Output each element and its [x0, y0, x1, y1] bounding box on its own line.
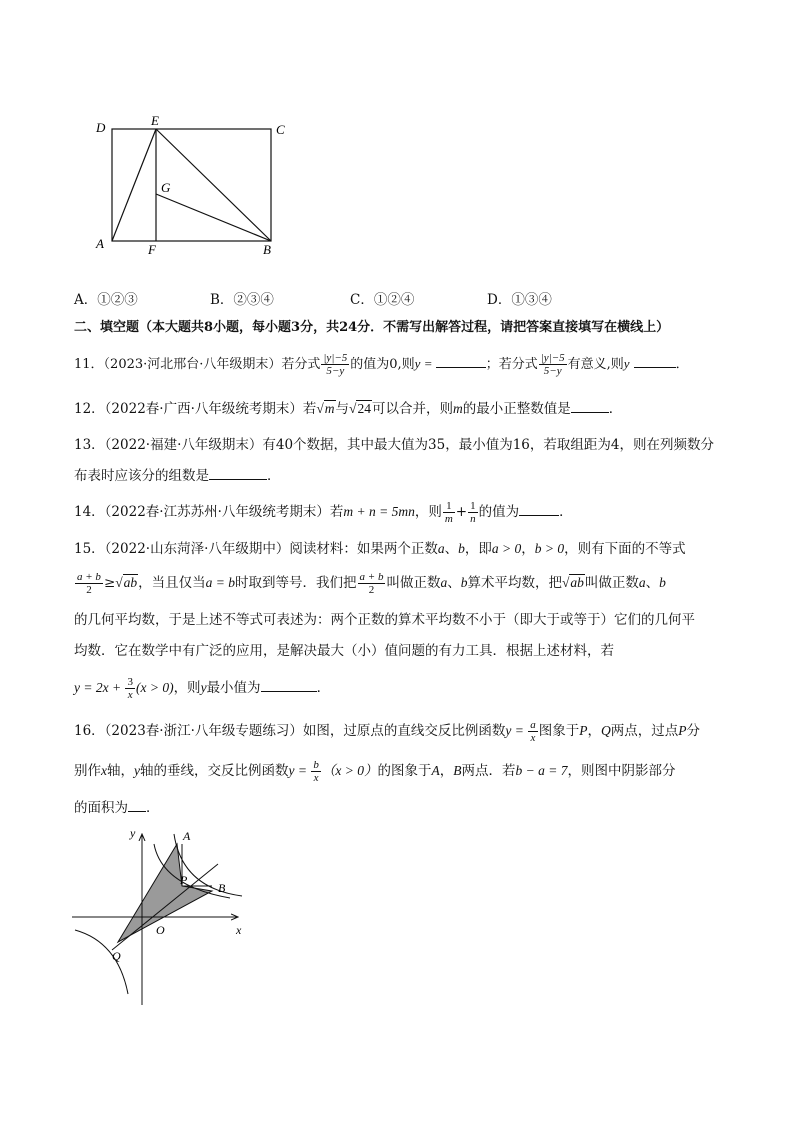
q16-l2-e: 两点．若	[461, 763, 516, 779]
q16-l3: 的面积为	[74, 800, 128, 816]
label-f: F	[148, 242, 156, 257]
q15-l1-prefix: 15．（2022·山东菏泽·八年级期中）阅读材料：如果两个正数	[74, 541, 438, 557]
q11-prefix: 11．（2023·河北邢台·八年级期末）若分式	[74, 357, 321, 372]
option-b-text: ②③④	[233, 292, 274, 308]
q11-end: ．	[675, 357, 689, 372]
question-14	[74, 500, 573, 525]
q16-y: y	[134, 763, 140, 778]
question-11	[74, 352, 689, 377]
q15-var-a-2: a	[440, 575, 448, 590]
q16-l2-c: 轴的垂线，交反比例函数	[140, 763, 289, 779]
q15-var-a-3: a	[638, 575, 646, 590]
q15-l2-a: ，当且仅当	[138, 575, 206, 591]
q12-prefix: 12．（2022春·广西·八年级统考期末）若	[74, 401, 317, 417]
q16-b-point: B	[453, 763, 462, 778]
q16-end: ．	[146, 800, 160, 816]
q11-answer-blank-2[interactable]	[634, 353, 676, 368]
q11-mid3: 有意义,则	[567, 357, 624, 372]
option-b[interactable]	[210, 288, 274, 308]
q15-frac-ab: $\frac{a + b}{2}$	[77, 571, 101, 596]
q15-l2-e: 叫做正数	[584, 575, 639, 591]
question-15-line-5	[74, 676, 330, 701]
q15-l2-b: 时取到等号．我们把	[235, 575, 357, 591]
q15-l2-c: 叫做正数	[386, 575, 441, 591]
q12-sqrt-24: √24	[349, 401, 371, 416]
option-d-letter: D．	[487, 292, 512, 308]
fig2-label-p: P	[180, 873, 188, 887]
q16-frac-bx: $\frac{b}{x}$	[313, 759, 319, 784]
q16-frac-ax: $\frac{a}{x}$	[530, 719, 536, 744]
q15-comma: 、	[444, 541, 459, 557]
q14-end: ．	[559, 504, 573, 520]
question-16-line-2	[74, 759, 675, 784]
option-d[interactable]	[487, 288, 552, 308]
label-c: C	[276, 122, 285, 137]
q12-end: ．	[608, 401, 623, 417]
q15-comma-2: 、	[447, 575, 461, 591]
label-g: G	[161, 180, 171, 195]
q16-l1-mid: 图象于	[538, 723, 580, 739]
question-15-line-1: 15．（2022·山东菏泽·八年级期中）阅读材料：如果两个正数a、b，即a > 0，b > 0，则有下面的不等式	[74, 541, 686, 557]
figure-inverse-function	[70, 822, 260, 1007]
q16-p-2: P	[678, 723, 687, 738]
q14-mid: ，则	[414, 504, 442, 520]
question-16-line-3	[74, 797, 160, 818]
section-heading: 二、填空题（本大题共8小题，每小题3分，共24分．不需写出解答过程，请把答案直接填写在横线上）	[74, 320, 670, 335]
option-b-letter: B．	[210, 292, 234, 308]
question-15-line-3: 的几何平均数，于是上述不等式可表述为：两个正数的算术平均数不小于（即大于或等于）它们的几何平	[74, 612, 695, 628]
q11-mid2: ；若分式	[485, 357, 538, 372]
q16-sep: ，	[587, 723, 601, 739]
q12-mid: 可以合并，则	[371, 401, 453, 417]
q14-frac-1n: $\frac{1}{n}$	[470, 500, 476, 525]
label-e: E	[151, 113, 159, 128]
figure-rectangle-geometry	[88, 112, 298, 262]
q11-frac2-den: 5−y	[543, 365, 562, 377]
q16-l1-mid2: 两点，过点	[610, 723, 679, 739]
q15-cond: (x > 0)	[135, 680, 174, 695]
q15-sqrt-ab: √ab	[115, 575, 138, 590]
question-15-line-2	[74, 571, 666, 596]
segment-gb	[156, 194, 271, 241]
q16-l1-end: 分	[686, 723, 700, 739]
q14-plus: +	[455, 504, 468, 520]
q16-l2-a: 别作	[74, 763, 101, 779]
segment-ae	[112, 129, 156, 241]
q15-comma-3: 、	[645, 575, 660, 591]
q16-y-eq-2: y =	[288, 763, 311, 778]
q15-ji: ，即	[464, 541, 492, 557]
q15-l1-suffix: ，则有下面的不等式	[564, 541, 686, 557]
q15-answer-blank[interactable]	[261, 677, 317, 692]
q14-answer-blank[interactable]	[519, 501, 559, 516]
q15-a-eq-b: a = b	[205, 575, 236, 590]
question-13-line-2	[74, 465, 281, 486]
q16-q: Q	[600, 723, 611, 738]
q11-var-y: y	[414, 356, 421, 371]
q13-line2-prefix: 布表时应该分的组数是	[74, 468, 209, 484]
shaded-region	[118, 844, 212, 942]
q16-y-eq: y =	[505, 723, 528, 738]
q16-l1-prefix: 16．（2023春·浙江·八年级专题练习）如图，过原点的直线交反比例函数	[74, 723, 506, 739]
fig2-label-x: x	[236, 923, 242, 937]
q11-frac2-num: |y|−5	[540, 352, 565, 364]
q15-l5-mid: ，则	[173, 680, 201, 696]
q14-prefix: 14．（2022春·江苏苏州·八年级统考期末）若	[74, 504, 344, 520]
q15-end: ．	[316, 680, 331, 696]
question-13-line-1: 13．（2022·福建·八年级期末）有40个数据，其中最大值为35，最小值为16，若取组距为4，则在列频数分	[74, 437, 714, 453]
q12-and: 与	[335, 401, 350, 417]
q16-l2-d: 的图象于	[377, 763, 432, 779]
option-c[interactable]	[350, 288, 414, 308]
q11-eq: =	[420, 356, 436, 371]
q15-b-pos: b > 0	[534, 541, 565, 556]
fig2-label-y: y	[130, 826, 136, 840]
q15-expr: y = 2x +	[74, 680, 125, 695]
option-a-text: ①②③	[97, 292, 138, 308]
label-b: B	[263, 242, 271, 257]
q12-sqrt-m: √m	[316, 401, 335, 416]
q15-var-b: b	[458, 541, 465, 556]
option-c-letter: C．	[350, 292, 374, 308]
label-d: D	[96, 120, 106, 135]
q11-frac1-den: 5−y	[326, 365, 345, 377]
option-d-text: ①③④	[511, 292, 552, 308]
q11-fraction-1	[321, 352, 349, 377]
q16-cond: （x > 0）	[321, 763, 378, 778]
q12-suffix: 的最小正整数值是	[462, 401, 571, 417]
q15-var-a: a	[437, 541, 445, 556]
q16-a-point: A	[431, 763, 440, 778]
q11-mid1: 的值为0,则	[350, 357, 415, 372]
q15-frac-ab-2: $\frac{a + b}{2}$	[359, 571, 384, 596]
q16-sep2: ，	[439, 763, 454, 779]
question-12	[74, 398, 622, 419]
fig2-label-o: O	[156, 923, 165, 937]
rectangle-abcd	[112, 129, 271, 241]
q15-l5-suffix: 最小值为	[206, 680, 261, 696]
q14-suffix: 的值为	[478, 504, 520, 520]
segment-eb	[156, 129, 271, 241]
question-16-line-1	[74, 719, 700, 744]
label-a: A	[96, 236, 104, 251]
fig2-label-b: B	[218, 881, 226, 895]
q16-l2-b: 轴，	[107, 763, 134, 779]
q15-frac-3x: $\frac{3}{x}$	[127, 676, 133, 701]
q15-l2-d: 算术平均数，把	[467, 575, 562, 591]
question-15-line-4: 均数．它在数学中有广泛的应用，是解决最大（小）值问题的有力工具．根据上述材料，若	[74, 643, 614, 659]
q15-geq: ≥	[103, 575, 116, 591]
q11-var-y-2: y	[623, 356, 630, 371]
option-c-text: ①②④	[373, 292, 415, 308]
q16-p: P	[579, 723, 588, 738]
q11-answer-blank-1[interactable]	[436, 353, 486, 368]
q14-frac-1m: $\frac{1}{m}$	[444, 500, 453, 525]
q16-l2-f: ，则图中阴影部分	[567, 763, 676, 779]
option-a[interactable]	[74, 288, 138, 308]
option-a-letter: A．	[74, 292, 98, 308]
q16-answer-blank[interactable]	[128, 797, 146, 812]
fig2-label-a: A	[183, 829, 191, 843]
fig2-label-q: Q	[112, 949, 121, 963]
q15-var-y: y	[200, 680, 207, 695]
q14-eq: m + n = 5mn	[343, 504, 415, 519]
q13-end: ．	[267, 468, 281, 484]
q11-frac1-num: |y|−5	[323, 352, 348, 364]
q12-var-m: m	[452, 401, 463, 416]
q16-b-minus-a: b − a = 7	[515, 763, 568, 778]
q13-answer-blank[interactable]	[209, 465, 267, 480]
q15-var-b-3: b	[659, 575, 666, 590]
q12-answer-blank[interactable]	[571, 398, 609, 413]
q15-var-b-2: b	[460, 575, 468, 590]
q15-sqrt-ab-2: √ab	[561, 575, 584, 590]
q11-fraction-2	[539, 352, 567, 377]
q16-x: x	[101, 763, 107, 778]
q15-a-pos: a > 0	[491, 541, 522, 556]
